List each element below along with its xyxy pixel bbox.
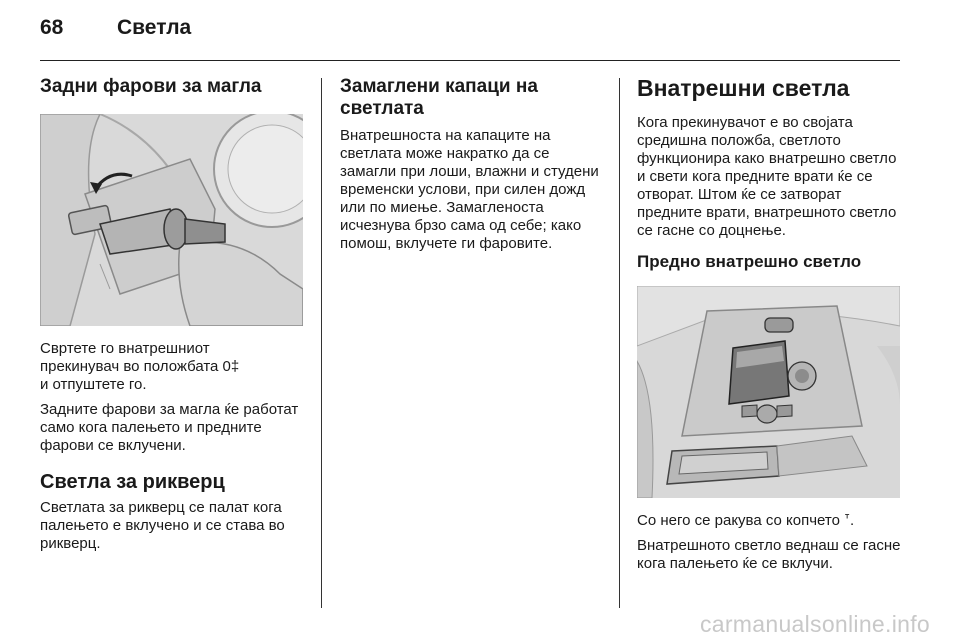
fogged-covers-text: Внатрешноста на капаците на светлата може накратко да се замагли при лоши, влажни и студени временски услови, при силен дожд или по миење. Замагленоста исчезнува брзо сама од себе; како помош, вклучете ги фаровите.: [340, 127, 599, 252]
button-operation-label: Со него се ракува со копчето: [637, 512, 840, 529]
overhead-console-drawing: [637, 286, 900, 498]
reversing-lights-text: Светлата за рикверц се палат кога палењето е вклучено и се става во рикверц.: [40, 499, 285, 552]
column-2: [340, 70, 606, 253]
column-3: [637, 70, 902, 573]
rear-fog-symbol-icon: 0‡: [222, 358, 240, 375]
page-number: 68: [40, 16, 64, 39]
column-divider-1: [321, 78, 322, 608]
interior-lights-text: Кога прекинувачот е во својата средишна положба, светлото функционира како внатрешно светло и свети кога предните врати ќе се отворат. Штом ќе се затворат предните врати, внатрешното светло се гасне со доцнење.: [637, 114, 897, 239]
watermark: carmanualsonline.info: [699, 611, 930, 637]
stalk-switch-drawing: [40, 114, 303, 326]
button-operation-text: [637, 512, 902, 530]
section-heading-interior-lights: Внатрешни светла: [637, 75, 850, 101]
rear-fog-illustration: [40, 114, 303, 326]
rear-fog-instruction-line1: Свртете го внатрешниот: [40, 340, 210, 357]
subheading-front-interior-light: Предно внатрешно светло: [637, 252, 862, 271]
section-heading-reversing-lights: Светла за рикверц: [40, 471, 225, 493]
rear-fog-instruction: [40, 340, 304, 394]
rear-fog-note: Задните фарови за магла ќе работат само кога палењето и предните фарови се вклучени.: [40, 401, 299, 454]
rear-fog-instruction-line2: прекинувач во положбата: [40, 358, 219, 375]
column-divider-2: [619, 78, 620, 608]
interior-light-button-icon: ᐪ.: [844, 512, 855, 529]
column-1: [40, 70, 304, 553]
section-heading-fogged-covers: Замаглени капаци на светлата: [340, 76, 538, 119]
interior-light-off-text: Внатрешното светло веднаш се гасне кога палењето ќе се вклучи.: [637, 537, 901, 572]
header-rule: [40, 60, 900, 61]
section-heading-rear-fog: Задни фарови за магла: [40, 76, 262, 97]
front-interior-light-illustration: [637, 286, 900, 498]
running-header-title: Светла: [117, 16, 192, 39]
rear-fog-instruction-line3: и отпуштете го.: [40, 376, 147, 393]
